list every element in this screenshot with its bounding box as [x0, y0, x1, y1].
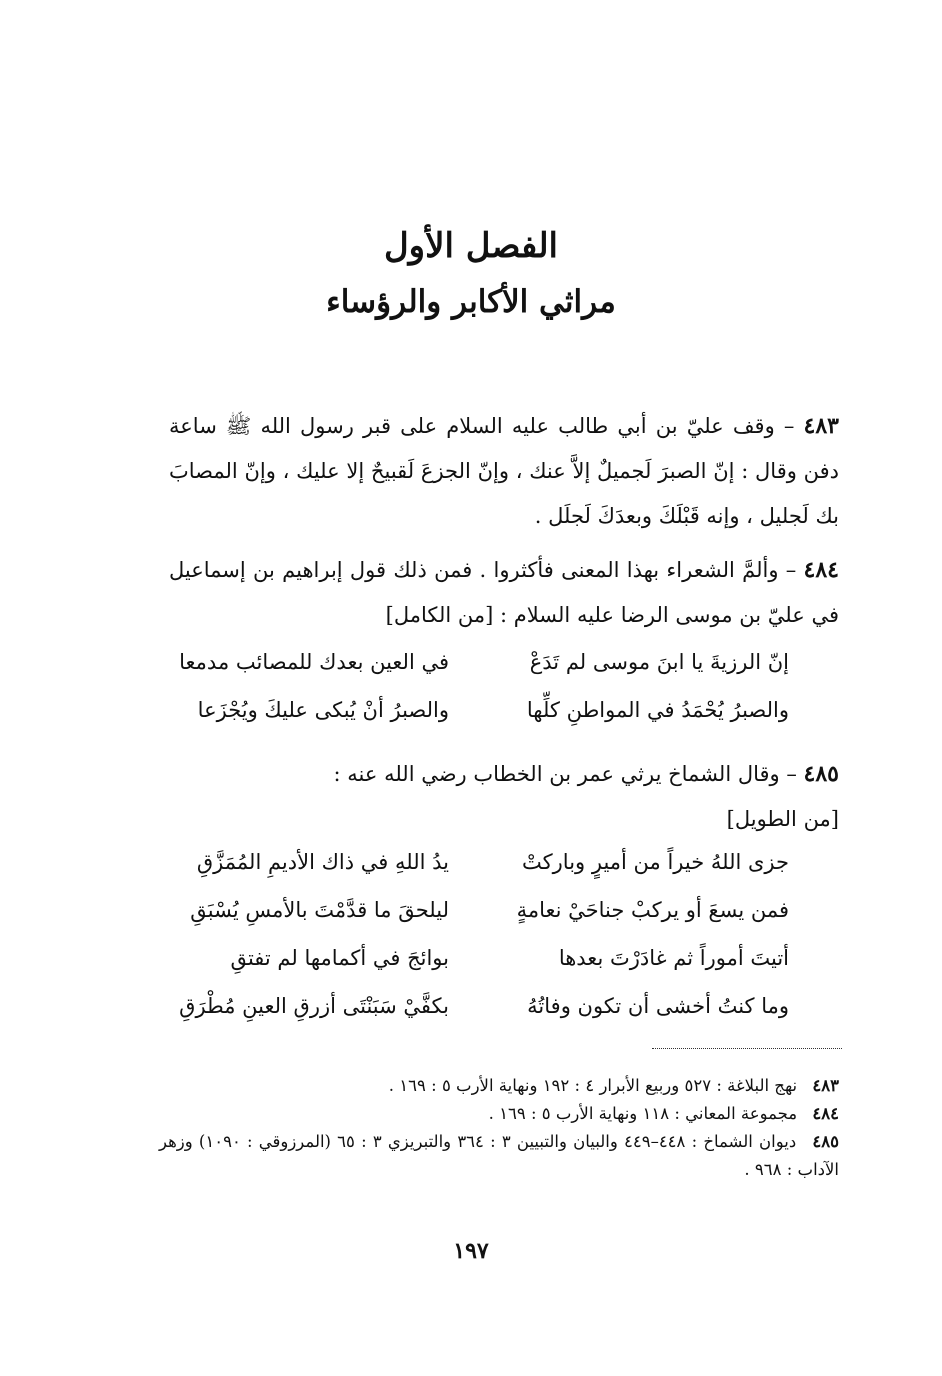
- footnote: [159, 1128, 839, 1184]
- chapter-title: الفصل الأول: [383, 226, 559, 266]
- entry-paragraph: [169, 404, 839, 539]
- entry-text: – وقف عليّ بن أبي طالب عليه السلام على قبر رسول الله ﷺ ساعة دفن وقال : إنّ الصبرَ لَجميلٌ إلاَّ عنك ، وإنّ الجزعَ لَقبيحٌ إلا عليك ، وإنّ المصابَ بك لَجليل ، وإنه قَبْلَكَ وبعدَكَ لَجلَل .: [169, 414, 839, 528]
- verse-line: [149, 638, 789, 686]
- verse-line: [149, 686, 789, 734]
- footnotes: [159, 1072, 839, 1184]
- entry-number: ٤٨٤: [803, 557, 839, 583]
- chapter-subtitle: مراثي الأكابر والرؤساء: [326, 284, 616, 320]
- hemistich-second: يدُ اللهِ في ذاك الأديمِ المُمَزَّقِ: [196, 850, 449, 874]
- hemistich-second: في العين بعدك للمصائب مدمعا: [179, 650, 449, 674]
- footnote-text: نهج البلاغة : ٥٢٧ وربيع الأبرار ٤ : ١٩٢ ونهاية الأرب ٥ : ١٦٩ .: [388, 1076, 798, 1095]
- entry-paragraph: [169, 752, 839, 842]
- entry-483: [169, 404, 839, 539]
- verse-line: [149, 934, 789, 982]
- hemistich-first: والصبرُ يُحْمَدُ في المواطنِ كلِّها: [526, 698, 789, 722]
- hemistich-second: ليلحقَ ما قدَّمْتَ بالأمسِ يُسْبَقِ: [190, 898, 449, 922]
- verse-line: [149, 838, 789, 886]
- footnote-text: ديوان الشماخ : ٤٤٨–٤٤٩ والبيان والتبيين ٣ : ٣٦٤ والتبريزي ٣ : ٦٥ (المرزوقي : ١٠٩٠) وزهر الآداب : ٩٦٨ .: [159, 1132, 839, 1179]
- entry-number: ٤٨٥: [803, 761, 839, 787]
- hemistich-first: فمن يسعَ أو يركبْ جناحَيْ نعامةٍ: [516, 898, 789, 922]
- entry-number: ٤٨٣: [803, 413, 839, 439]
- hemistich-first: وما كنتُ أخشى أن تكون وفاتُهُ: [527, 994, 789, 1018]
- poetic-meter: [من الطويل]: [726, 807, 839, 831]
- footnote-number: ٤٨٥: [812, 1132, 839, 1151]
- poetic-meter: [من الكامل]: [385, 603, 494, 627]
- entry-485: [169, 752, 839, 842]
- hemistich-first: أتيتَ أموراً ثم غادَرْتَ بعدها: [558, 946, 789, 970]
- hemistich-first: إنّ الرزيةَ يا ابنَ موسى لم تَدَعْ: [529, 650, 789, 674]
- poem-485: [149, 838, 789, 1030]
- verse-line: [149, 982, 789, 1030]
- hemistich-second: بكفَّيْ سَبَنْتَى أزرقِ العينِ مُطْرَقِ: [179, 994, 449, 1018]
- hemistich-first: جزى اللهُ خيراً من أميرٍ وباركتْ: [522, 850, 789, 874]
- verse-line: [149, 886, 789, 934]
- hemistich-second: بوائجَ في أكمامها لم تفتقِ: [230, 946, 449, 970]
- footnote-divider: [652, 1048, 842, 1049]
- poem-484: [149, 638, 789, 734]
- footnote: [159, 1072, 839, 1100]
- page-number: ١٩٧: [453, 1238, 489, 1264]
- footnote-number: ٤٨٣: [812, 1076, 839, 1095]
- footnote: [159, 1100, 839, 1128]
- hemistich-second: والصبرُ أنْ يُبكى عليكَ ويُجْزَعا: [197, 698, 449, 722]
- entry-text: – وألمَّ الشعراء بهذا المعنى فأكثروا . فمن ذلك قول إبراهيم بن إسماعيل في عليّ بن موسى الرضا عليه السلام :: [169, 558, 839, 627]
- footnote-number: ٤٨٤: [812, 1104, 839, 1123]
- footnote-text: مجموعة المعاني : ١١٨ ونهاية الأرب ٥ : ١٦٩ .: [488, 1104, 798, 1123]
- entry-text: – وقال الشماخ يرثي عمر بن الخطاب رضي الله عنه :: [333, 762, 797, 786]
- entry-484: [169, 548, 839, 638]
- entry-paragraph: [169, 548, 839, 638]
